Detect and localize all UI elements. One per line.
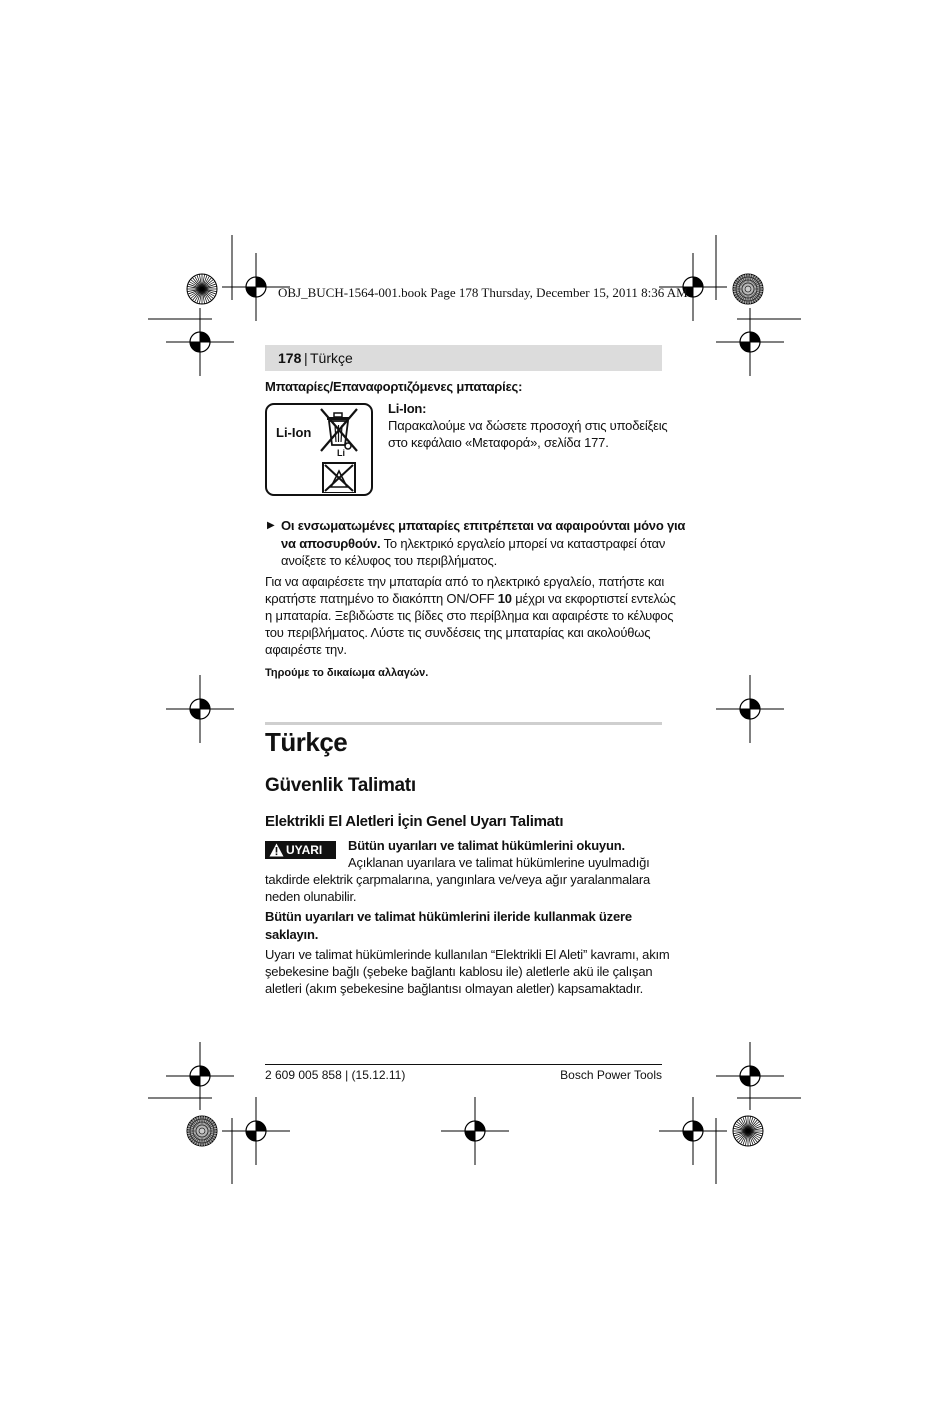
- paragraph-text: κρατήστε πατημένο το διακόπτη ON/OFF: [265, 591, 498, 606]
- crosshair-mark: [166, 1042, 234, 1110]
- rights-reserved-note: Τηρούμε το δικαίωμα αλλαγών.: [265, 667, 429, 679]
- warning-triangle-icon: [269, 843, 284, 857]
- book-slug-line: OBJ_BUCH-1564-001.book Page 178 Thursday, December 15, 2011 8:36 AM: [278, 285, 688, 300]
- star-target-dark: [733, 274, 763, 304]
- warning-text-line: Açıklanan uyarılara ve talimat hükümlerine uyulmadığı: [348, 855, 650, 870]
- section-heading: Güvenlik Talimatı: [265, 775, 416, 796]
- warning-text-line: neden olunabilir.: [265, 889, 357, 904]
- paragraph-line: του περιβλήματος. Λύστε τις συνδέσεις της μπαταρίας και ακολούθως: [265, 625, 651, 640]
- batteries-heading: Μπαταρίες/Επαναφορτιζόμενες μπαταρίες:: [265, 379, 523, 394]
- bullet-text: Το ηλεκτρικό εργαλείο μπορεί να καταστραφεί όταν: [380, 536, 666, 551]
- star-target-light: [187, 274, 217, 304]
- crosshair-mark: [716, 675, 784, 743]
- crosshair-mark: [166, 675, 234, 743]
- keep-instructions-line: saklayın.: [265, 927, 319, 942]
- keep-instructions-line: Bütün uyarıları ve talimat hükümlerini ileride kullanmak üzere: [265, 909, 632, 924]
- paragraph-line: η μπαταρία. Ξεβιδώστε τις βίδες στο περίβλημα και αφαιρέστε το κέλυφος: [265, 608, 674, 623]
- header-section: Türkçe: [310, 350, 353, 366]
- section-rule: [265, 722, 662, 725]
- bullet-arrow-icon: ▶: [267, 520, 275, 531]
- paragraph-line: αφαιρέστε την.: [265, 642, 347, 657]
- crosshair-mark: [716, 1042, 784, 1110]
- liion-text-line: Παρακαλούμε να δώσετε προσοχή στις υποδείξεις: [388, 418, 668, 433]
- symbol-small-label: Li: [337, 448, 345, 458]
- crosshair-mark: [659, 1097, 727, 1165]
- crosshair-mark: [166, 308, 234, 376]
- warning-text-line: takdirde elektrik çarpmalarına, yangınlara ve/veya ağır yaralanmalara: [265, 872, 651, 887]
- warning-badge: [265, 841, 336, 859]
- star-target-light: [733, 1116, 763, 1146]
- bullet-bold-text: να αποσυρθούν.: [281, 536, 381, 551]
- symbol-label: Li-Ion: [276, 425, 312, 440]
- part-number: 10: [497, 591, 512, 606]
- footer-brand: Bosch Power Tools: [560, 1068, 662, 1082]
- definition-line: aletleri (akım şebekesine bağlantısı olmayan aletler) kapsamaktadır.: [265, 981, 644, 996]
- crosshair-mark: [441, 1097, 509, 1165]
- crossed-bin-icon: [317, 407, 373, 493]
- header-separator: |: [304, 350, 308, 366]
- liion-text-line: στο κεφάλαιο «Μεταφορά», σελίδα 177.: [388, 435, 609, 450]
- bullet-bold-text: Οι ενσωματωμένες μπαταρίες επιτρέπεται να αφαιρούνται μόνο για: [281, 518, 686, 533]
- bullet-text: ανοίξετε το κέλυφος του περιβλήματος.: [281, 553, 498, 568]
- bullet-line: [281, 535, 665, 553]
- star-target-dark: [187, 1116, 217, 1146]
- liion-title: Li-Ion:: [388, 401, 427, 416]
- liion-recycling-symbol: [265, 403, 373, 496]
- page-header-bar: [265, 345, 662, 371]
- page-number: 178: [278, 350, 302, 366]
- paragraph-line: Για να αφαιρέσετε την μπαταρία από το ηλεκτρικό εργαλείο, πατήστε και: [265, 574, 665, 589]
- warning-lead: Bütün uyarıları ve talimat hükümlerini okuyun.: [348, 838, 625, 853]
- definition-line: Uyarı ve talimat hükümlerinde kullanılan “Elektrikli El Aleti” kavramı, akım: [265, 947, 670, 962]
- footer-rule: [265, 1064, 662, 1065]
- warning-label: UYARI: [286, 843, 323, 857]
- paragraph-line: [265, 590, 676, 608]
- subsection-heading: Elektrikli El Aletleri İçin Genel Uyarı Talimatı: [265, 813, 564, 830]
- chapter-title: Türkçe: [265, 727, 348, 757]
- definition-line: şebekesine bağlı (şebeke bağlantı kablosu ile) aletlerle akü ile çalışan: [265, 964, 653, 979]
- footer-document-number: 2 609 005 858 | (15.12.11): [265, 1068, 406, 1082]
- crosshair-mark: [716, 308, 784, 376]
- paragraph-text: μέχρι να εκφορτιστεί εντελώς: [511, 591, 676, 606]
